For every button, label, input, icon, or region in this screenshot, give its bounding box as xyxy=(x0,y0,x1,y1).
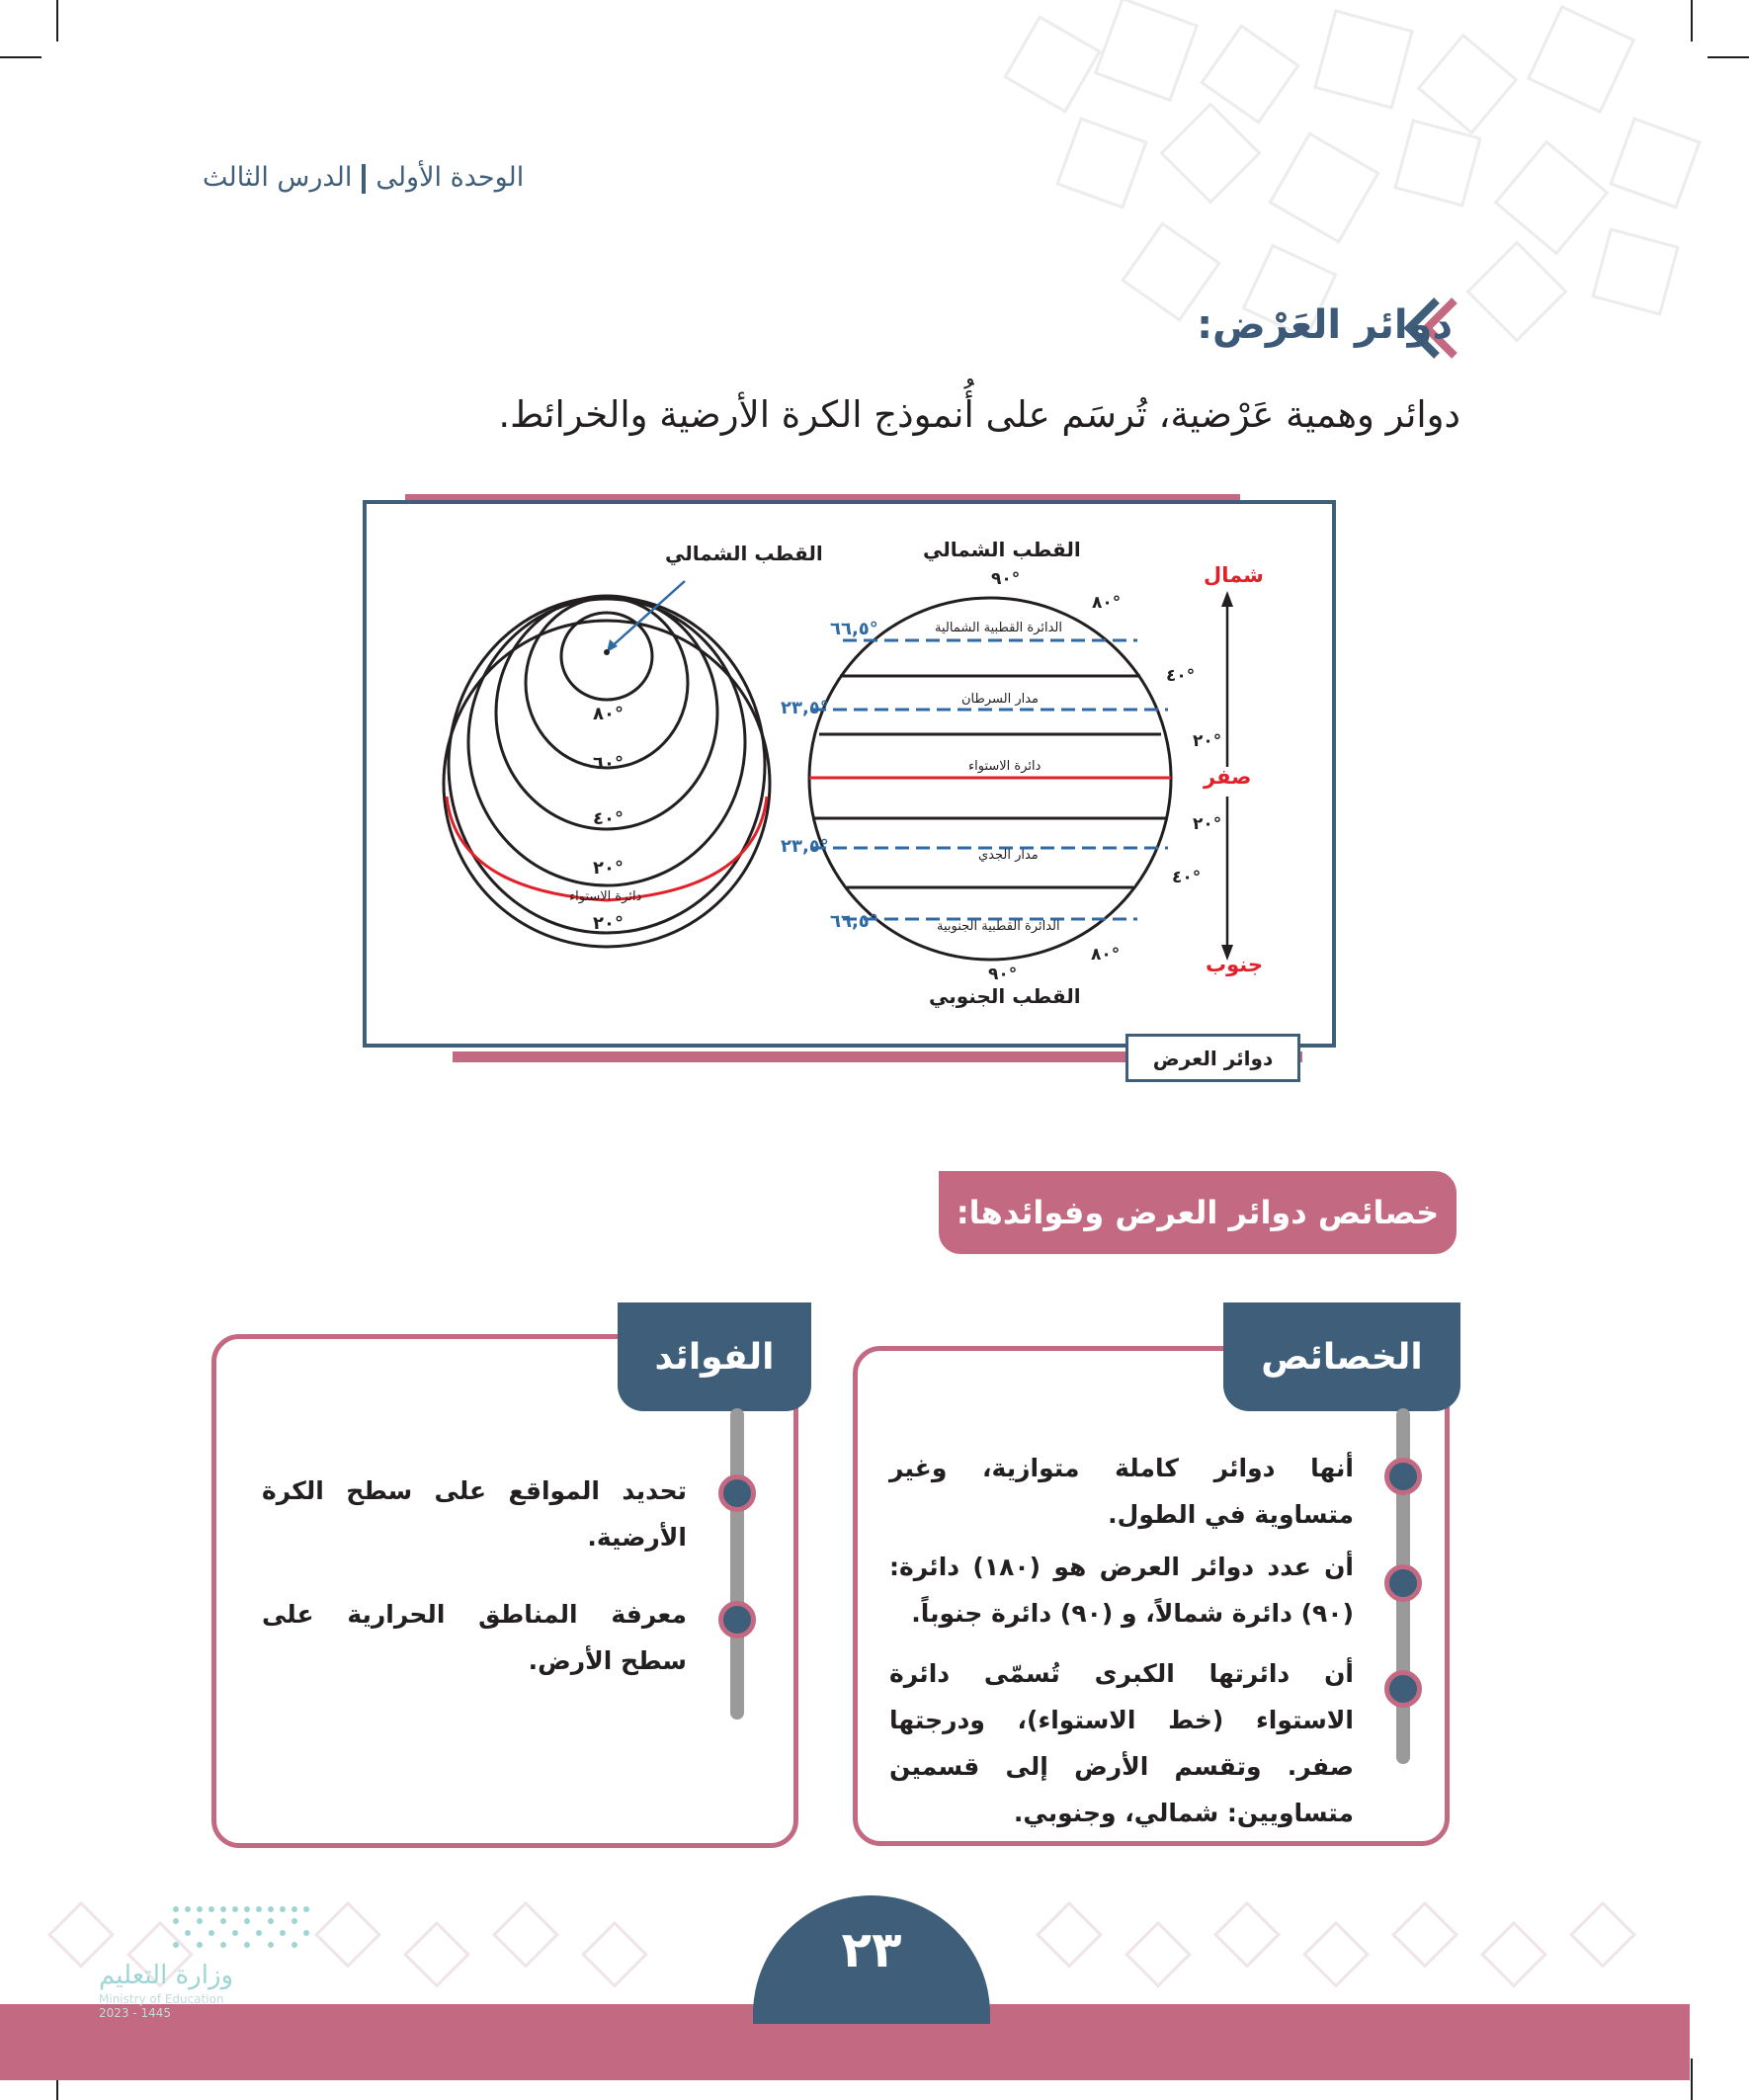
bullet-dot xyxy=(718,1601,756,1638)
antarctic-circle-label: الدائرة القطبية الجنوبية xyxy=(937,919,1060,934)
right-north-pole-label: القطب الشمالي xyxy=(923,538,1081,561)
right-globe-dashed-lines xyxy=(812,640,1168,919)
benefit-item: تحديد المواقع على سطح الكرة الأرضية. xyxy=(262,1476,687,1552)
right-south-pole-label: القطب الجنوبي xyxy=(929,984,1081,1008)
south-label: جنوب xyxy=(1206,953,1263,976)
benefits-title: الفوائد xyxy=(618,1302,811,1411)
characteristic-item: أن دائرتها الكبرى تُسمّى دائرة الاستواء (خط الاستواء)، ودرجتها صفر. وتقسم الأرض إلى قسمين متساويين: شمالي، وجنوبي. xyxy=(889,1659,1354,1827)
deg-cancer-23: °٢٣,٥ xyxy=(781,698,829,718)
bullet-dot xyxy=(1384,1670,1422,1708)
left-ring-label-20s: °٢٠ xyxy=(593,913,624,934)
left-ring-label-60: °٦٠ xyxy=(593,753,624,774)
figure-caption: دوائر العرض xyxy=(1125,1034,1300,1082)
section-title: دوائر العَرْض: xyxy=(1197,302,1453,348)
characteristics-title: الخصائص xyxy=(1223,1302,1460,1411)
deg-right-20s: °٢٠ xyxy=(1193,814,1222,834)
bullet-dot xyxy=(1384,1458,1422,1495)
left-north-pole-label: القطب الشمالي xyxy=(665,542,823,565)
benefit-item: معرفة المناطق الحرارية على سطح الأرض. xyxy=(262,1600,687,1675)
arctic-circle-label: الدائرة القطبية الشمالية xyxy=(935,621,1063,635)
unit-label: الوحدة الأولى xyxy=(375,162,525,193)
deg-arctic-66: °٦٦,٥ xyxy=(830,619,878,639)
deg-capricorn-23: °٢٣,٥ xyxy=(781,836,829,857)
north-pole-dot xyxy=(604,649,610,655)
deg-antarctic-66: °٦٦,٥ xyxy=(830,911,878,932)
left-ring-label-40: °٤٠ xyxy=(593,808,624,829)
benefits-rail xyxy=(730,1408,744,1720)
latitude-diagram xyxy=(363,500,1336,1048)
right-deg-90-top: °٩٠ xyxy=(991,569,1021,589)
right-deg-90-bottom: °٩٠ xyxy=(988,965,1018,984)
deg-right-40s: °٤٠ xyxy=(1172,868,1202,887)
deg-right-80n: °٨٠ xyxy=(1092,593,1122,613)
deg-right-40n: °٤٠ xyxy=(1166,666,1196,686)
properties-heading: خصائص دوائر العرض وفوائدها: xyxy=(939,1171,1457,1254)
ministry-year: 2023 - 1445 xyxy=(99,2006,172,2020)
running-header xyxy=(203,162,578,194)
ministry-sub xyxy=(99,1992,224,2020)
tropic-capricorn-label: مدار الجدي xyxy=(978,848,1039,863)
left-equator-label: دائرة الاستواء xyxy=(569,889,642,904)
bullet-dot xyxy=(718,1474,756,1512)
deg-right-80s: °٨٠ xyxy=(1091,945,1121,965)
page-number: ٢٣ xyxy=(753,1895,990,2024)
left-ring-label-80: °٨٠ xyxy=(593,704,624,724)
header-separator xyxy=(362,164,366,194)
north-label: شمال xyxy=(1204,563,1264,587)
characteristic-item: أنها دوائر كاملة متوازية، وغير متساوية في الطول. xyxy=(889,1454,1354,1529)
section-intro: دوائر وهمية عَرْضية، تُرسَم على أُنموذج الكرة الأرضية والخرائط. xyxy=(498,393,1460,436)
zero-label: صفر xyxy=(1204,765,1252,789)
left-ring-label-20n: °٢٠ xyxy=(593,858,624,879)
tropic-cancer-label: مدار السرطان xyxy=(961,692,1040,707)
north-arrowhead xyxy=(1221,591,1233,607)
lesson-label: الدرس الثالث xyxy=(203,162,353,193)
ministry-name: وزارة التعليم xyxy=(99,1961,234,1990)
characteristic-item: أن عدد دوائر العرض هو (١٨٠) دائرة: (٩٠) دائرة شمالاً، و (٩٠) دائرة جنوباً. xyxy=(889,1553,1354,1628)
deg-right-20n: °٢٠ xyxy=(1193,731,1222,751)
equator-label: دائرة الاستواء xyxy=(968,759,1041,774)
ministry-english: Ministry of Education xyxy=(99,1992,224,2006)
bullet-dot xyxy=(1384,1564,1422,1602)
